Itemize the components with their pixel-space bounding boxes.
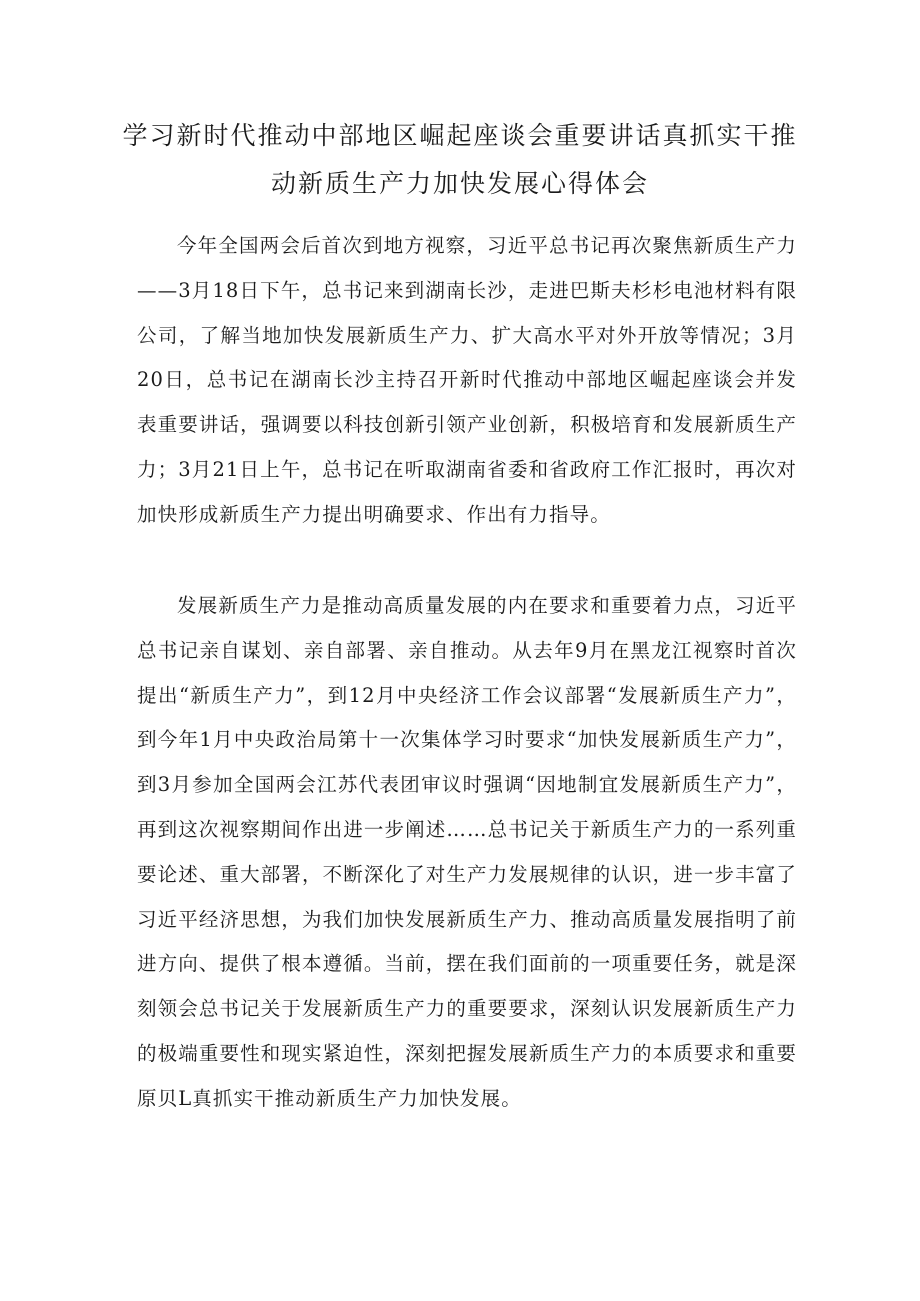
document-title (120, 112, 800, 208)
body-paragraph-1: 今年全国两会后首次到地方视察，习近平总书记再次聚焦新质生产力——3月18日下午，总书记来到湖南长沙，走进巴斯夫杉杉电池材料有限公司，了解当地加快发展新质生产力、扩大高水平对外开放等情况；3月20日，总书记在湖南长沙主持召开新时代推动中部地区崛起座谈会并发表重要讲话，强调要以科技创新引领产业创新，积极培育和发展新质生产力；3月21日上午，总书记在听取湖南省委和省政府工作汇报时，再次对加快形成新质生产力提出明确要求、作出有力指导。 (137, 234, 797, 526)
body-paragraph-2: 发展新质生产力是推动高质量发展的内在要求和重要着力点，习近平总书记亲自谋划、亲自部署、亲自推动。从去年9月在黑龙江视察时首次提出“新质生产力”，到12月中央经济工作会议部署“发展新质生产力”，到今年1月中央政治局第十一次集体学习时要求“加快发展新质生产力”，到3月参加全国两会江苏代表团审议时强调“因地制宜发展新质生产力”，再到这次视察期间作出进一步阐述……总书记关于新质生产力的一系列重要论述、重大部署，不断深化了对生产力发展规律的认识，进一步丰富了习近平经济思想，为我们加快发展新质生产力、推动高质量发展指明了前进方向、提供了根本遵循。当前，摆在我们面前的一项重要任务，就是深刻领会总书记关于发展新质生产力的重要要求，深刻认识发展新质生产力的极端重要性和现实紧迫性，深刻把握发展新质生产力的本质要求和重要原贝L真抓实干推动新质生产力加快发展。 (137, 594, 797, 1110)
title-line-2: 动新质生产力加快发展心得体会 (270, 169, 649, 198)
title-line-1: 学习新时代推动中部地区崛起座谈会重要讲话真抓实干推 (122, 121, 798, 150)
